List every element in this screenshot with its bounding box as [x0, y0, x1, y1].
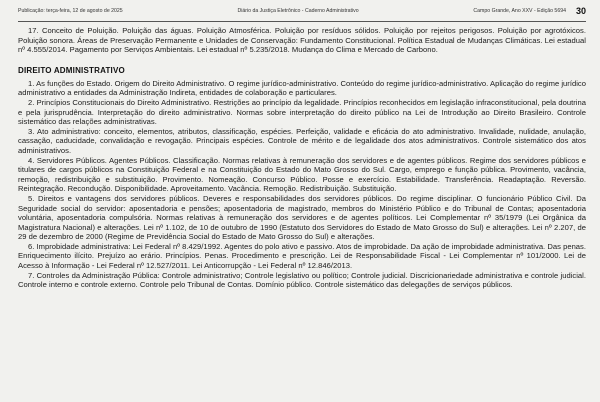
section-item-6: 6. Improbidade administrativa: Lei Federal nº 8.429/1992. Agentes do polo ativo e passivo. Atos de improbidade. Da ação de improbidade administrativa. Das penas. Enriquecimento ilícito. Prejuízo ao erário. Princípios. Penas. Procedimento e prescrição. Lei de Responsabilidade Fiscal - Lei Complementar nº 101/2000. Lei de Acesso à Informação - Lei Federal nº 12.527/2011. Lei Anticorrupção - Lei Federal nº 12.846/2013.	[18, 241, 586, 271]
page-number: 30	[575, 5, 586, 16]
section-title: DIREITO ADMINISTRATIVO	[18, 65, 125, 75]
section-item-1: 1. As funções do Estado. Origem do Direito Administrativo. O regime jurídico-administrativo. Conteúdo do regime jurídico-administrativo. Aplicação do regime jurídico administrativo a entidades da Administração Indireta, entidades de colaboração e particulares.	[18, 78, 586, 98]
section-item-5: 5. Direitos e vantagens dos servidores públicos. Deveres e responsabilidades dos servidores públicos. Do regime disciplinar. O funcionário Público Civil. Da Seguridade social do servidor: aposentadoria e pensões; aposentadoria de magistrado, membros do Ministério Público e do Tribunal de Contas; aposentadoria voluntária, aposentadoria compulsória. Normas relativas à remuneração dos servidores e de agentes políticos. Lei Complementar nº 35/1979 (Lei Orgânica da Magistratura Nacional) e alterações. Lei nº 1.102, de 10 de outubro de 1990 (Estatuto dos Servidores do Estado de Mato Grosso do Sul) e alterações. Lei nº 2.207, de 29 de dezembro de 2000 (Regime de Previdência Social do Estado de Mato Grosso do Sul) e alterações.	[18, 193, 586, 242]
page-header	[18, 0, 586, 22]
section-item-7: 7. Controles da Administração Pública: Controle administrativo; Controle legislativo ou político; Controle judicial. Discricionariedade administrativa e controle judicial. Controle interno e controle externo. Controle pelo Tribunal de Contas. Domínio público. Controle sistemático das delegações de serviços públicos.	[18, 270, 586, 290]
edition-info: Campo Grande, Ano XXV - Edição 5694	[473, 7, 566, 14]
section-item-4: 4. Servidores Públicos. Agentes Públicos. Classificação. Normas relativas à remuneração dos servidores e de agentes públicos. Regime dos servidores públicos e titulares de cargos públicos na Constituição Federal e na Constituição do Estado do Mato Grosso do Sul. Cargo, emprego e função pública. Provimento, vacância, remoção, redistribuição e substituição. Provimento. Nomeação. Concurso Público. Posse e exercício. Estabilidade. Transferência. Readaptação. Reversão. Reintegração. Recondução. Disponibilidade. Aproveitamento. Vacância. Remoção. Redistribuição. Substituição.	[18, 155, 586, 194]
document-body	[18, 22, 586, 290]
section-item-3: 3. Ato administrativo: conceito, elementos, atributos, classificação, espécies. Perfeição, validade e eficácia do ato administrativo. Invalidade, nulidade, anulação, cassação, caducidade, convalidação e revogação. Principais espécies. Controle de mérito e de legalidade dos atos administrativos. Controle sistemático dos atos administrativos.	[18, 126, 586, 155]
section-item-2: 2. Princípios Constitucionais do Direito Administrativo. Restrições ao princípio da legalidade. Princípios reconhecidos em legislação infraconstitucional, pela doutrina e pela jurisprudência. Interpretação do direito administrativo. Normas sobre interpretação do direito público na Lei de Introdução ao Direito Brasileiro. Controle sistemático das relações administrativas.	[18, 97, 586, 127]
intro-item: 17. Conceito de Poluição. Poluição das águas. Poluição Atmosférica. Poluição por resíduos sólidos. Poluição por rejeitos perigosos. Poluição por agrotóxicos. Poluição sonora. Áreas de Preservação Permanente e Unidades de Conservação: Fundamento Constitucional. Política Estadual de Mudanças Climáticas. Lei estadual nº 4.555/2014. Pagamento por Serviços Ambientais. Lei estadual nº 5.235/2018. Mudança do Clima e Mercado de Carbono.	[18, 26, 586, 55]
journal-name: Diário da Justiça Eletrônico - Caderno Administrativo	[237, 7, 359, 14]
publication-date: Publicação: terça-feira, 12 de agosto de 2025	[18, 7, 123, 14]
